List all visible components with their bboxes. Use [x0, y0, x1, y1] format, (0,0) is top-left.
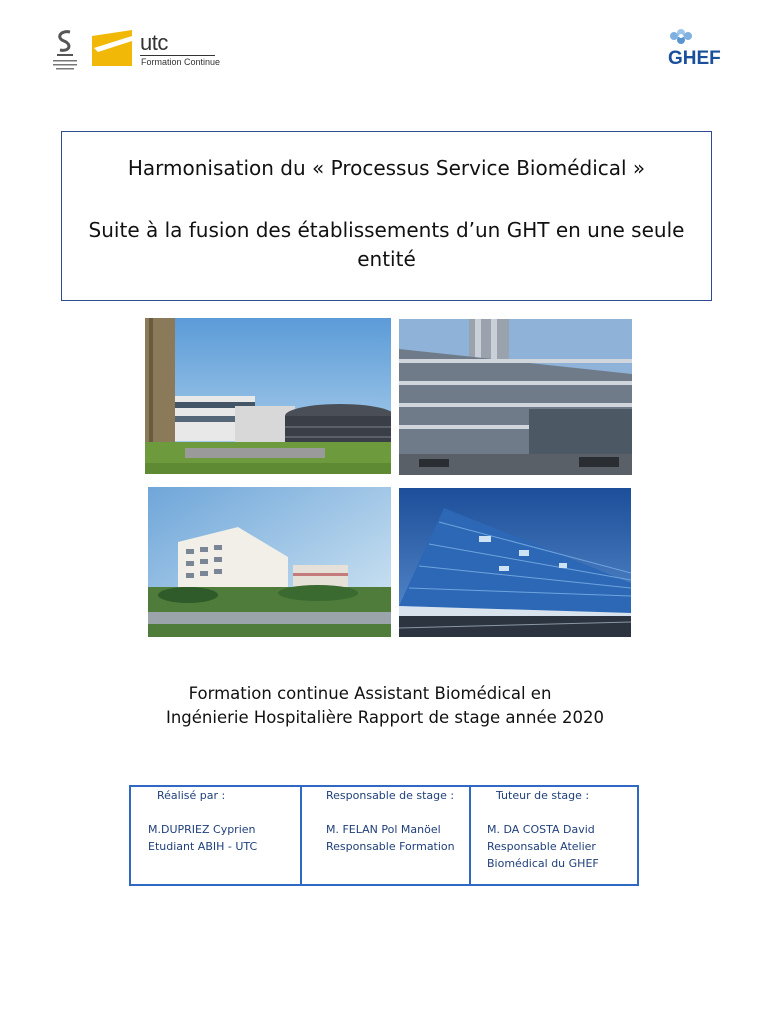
- utc-logo-text: utc: [140, 30, 168, 55]
- supervisor-name: M. FELAN Pol Manöel: [326, 823, 441, 836]
- subtitle-line-2: Ingénierie Hospitalière Rapport de stage année 2020: [165, 708, 604, 727]
- subtitle-line-1: Formation continue Assistant Biomédical en: [188, 684, 552, 703]
- sorbonne-logo: [50, 28, 80, 70]
- svg-text:GHEF: GHEF: [668, 48, 721, 69]
- title-line-1: Harmonisation du « Processus Service Biomédical »: [127, 156, 646, 180]
- hospital-photo-1: [145, 318, 391, 474]
- tutor-header: Tuteur de stage :: [496, 789, 590, 802]
- supervisor-header: Responsable de stage :: [326, 789, 455, 802]
- info-table: [129, 785, 639, 886]
- author-name: M.DUPRIEZ Cyprien: [148, 823, 256, 836]
- tutor-role-line-2: Biomédical du GHEF: [487, 857, 599, 870]
- author-role: Etudiant ABIH - UTC: [148, 840, 258, 853]
- supervisor-role: Responsable Formation: [326, 840, 455, 853]
- title-box: [61, 131, 712, 301]
- hospital-photo-3: [148, 487, 391, 637]
- utc-logo-subtitle: Formation Continue: [141, 57, 221, 67]
- author-header: Réalisé par :: [157, 789, 226, 802]
- utc-logo-icon: [92, 30, 132, 66]
- hospital-photo-4: [399, 488, 631, 637]
- title-line-2: Suite à la fusion des établissements d’un GHT en une seule entité: [88, 218, 685, 271]
- hospital-photo-2: [399, 319, 632, 475]
- tutor-name: M. DA COSTA David: [487, 823, 595, 836]
- utc-logo-divider: [140, 55, 215, 56]
- column-divider: [300, 787, 302, 884]
- tutor-role-line-1: Responsable Atelier: [487, 840, 596, 853]
- column-divider: [469, 787, 471, 884]
- ghef-logo: [664, 28, 738, 74]
